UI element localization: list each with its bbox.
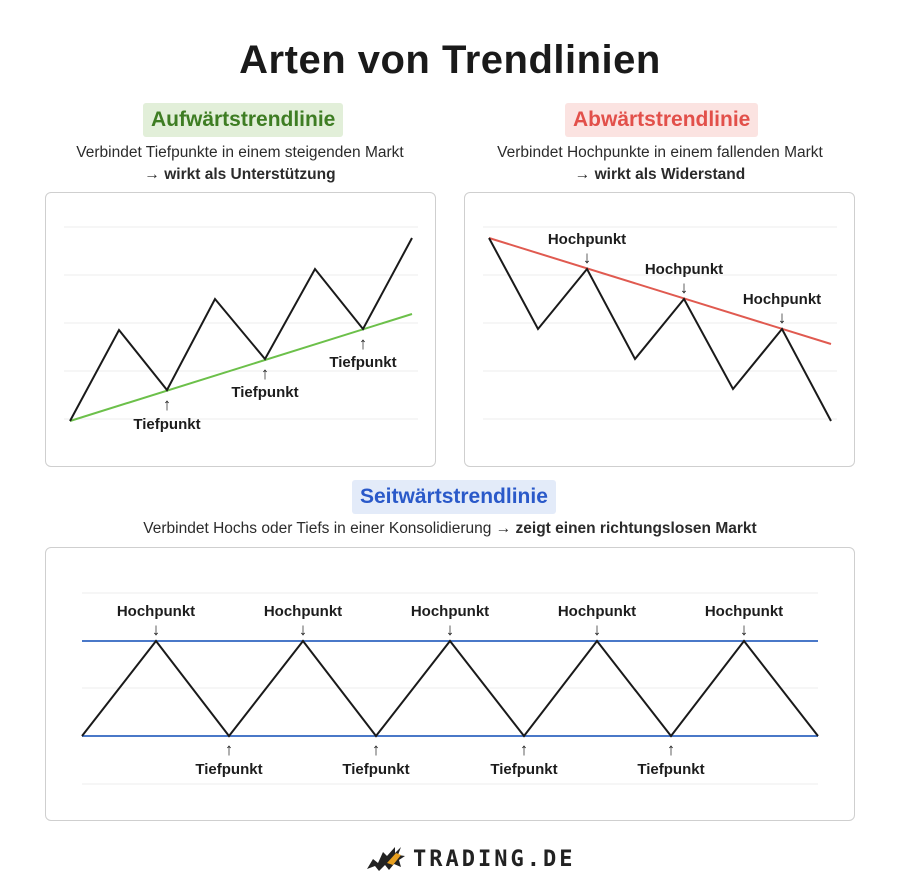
high-arrow-1: ↓ [151, 620, 161, 639]
low-label-1: Tiefpunkt [133, 416, 201, 433]
page-title: Arten von Trendlinien [239, 38, 661, 82]
sideways-description-bold: → zeigt einen richtungslosen Markt [495, 520, 757, 537]
low-arrow-1: ↑ [224, 740, 234, 759]
high-label-2: Hochpunkt [644, 261, 724, 278]
high-label-3: Hochpunkt [742, 291, 822, 308]
high-label-1: Hochpunkt [116, 603, 196, 620]
logo-text: TRADING.DE [413, 846, 576, 872]
sideways-description [60, 518, 840, 540]
uptrend-chart [46, 193, 435, 466]
uptrend-description-line2 [40, 164, 440, 186]
high-arrow-3: ↓ [445, 620, 455, 639]
high-label-1: Hochpunkt [547, 231, 627, 248]
low-label-1: Tiefpunkt [195, 761, 263, 778]
high-label-2: Hochpunkt [263, 603, 343, 620]
trading-de-logo[interactable] [365, 842, 575, 876]
high-label-5: Hochpunkt [704, 603, 784, 620]
low-arrow-2: ↑ [260, 364, 270, 383]
uptrend-description-bold: → wirkt als Unterstützung [144, 166, 336, 183]
downtrend-description-line2 [460, 164, 860, 186]
downtrend-description-bold: → wirkt als Widerstand [574, 166, 746, 183]
high-arrow-1: ↓ [582, 248, 592, 267]
bull-icon [365, 843, 407, 875]
high-arrow-2: ↓ [298, 620, 308, 639]
low-arrow-3: ↑ [358, 334, 368, 353]
downtrend-description [460, 142, 860, 186]
low-label-3: Tiefpunkt [490, 761, 558, 778]
downtrend-heading: Abwärtstrendlinie [565, 103, 758, 137]
uptrend-chart-panel [45, 192, 436, 467]
high-arrow-3: ↓ [777, 308, 787, 327]
downtrend-description-line1: Verbindet Hochpunkte in einem fallenden Markt [497, 144, 823, 161]
high-arrow-4: ↓ [592, 620, 602, 639]
sideways-description-text: Verbindet Hochs oder Tiefs in einer Konsolidierung [143, 520, 492, 537]
low-label-4: Tiefpunkt [637, 761, 705, 778]
low-arrow-4: ↑ [666, 740, 676, 759]
uptrend-description [40, 142, 440, 186]
uptrend-heading: Aufwärtstrendlinie [143, 103, 343, 137]
low-arrow-1: ↑ [162, 395, 172, 414]
high-arrow-2: ↓ [679, 278, 689, 297]
high-label-4: Hochpunkt [557, 603, 637, 620]
low-arrow-2: ↑ [371, 740, 381, 759]
downtrend-chart [465, 193, 854, 466]
low-label-2: Tiefpunkt [231, 384, 299, 401]
sideways-heading: Seitwärtstrendlinie [352, 480, 556, 514]
low-arrow-3: ↑ [519, 740, 529, 759]
sideways-chart-panel [45, 547, 855, 821]
uptrend-description-line1: Verbindet Tiefpunkte in einem steigenden Markt [76, 144, 404, 161]
downtrend-chart-panel [464, 192, 855, 467]
high-arrow-5: ↓ [739, 620, 749, 639]
high-label-3: Hochpunkt [410, 603, 490, 620]
low-label-2: Tiefpunkt [342, 761, 410, 778]
low-label-3: Tiefpunkt [329, 354, 397, 371]
sideways-chart [46, 548, 854, 820]
